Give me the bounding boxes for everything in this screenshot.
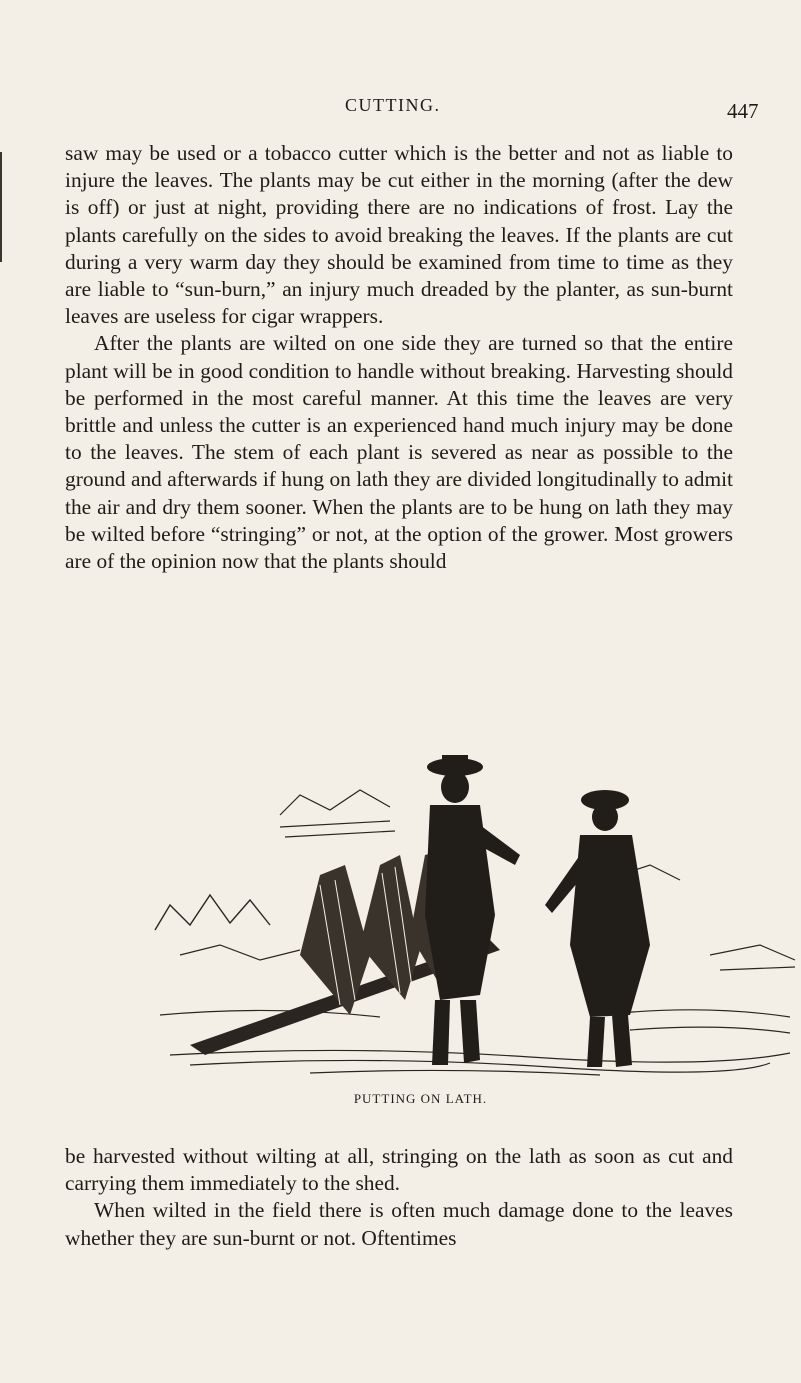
body-text-top bbox=[65, 140, 733, 575]
engraving-illustration bbox=[150, 755, 801, 1085]
paragraph: When wilted in the field there is often much damage done to the leaves whether they are sun-burnt or not. Oftentimes bbox=[65, 1198, 733, 1250]
engraving-figure bbox=[150, 755, 801, 1085]
figure-caption bbox=[0, 1091, 801, 1107]
paragraph: After the plants are wilted on one side they are turned so that the entire plant will be in good condition to handle without breaking. Harvesting should be performed in the most careful manner. At this time the leaves are very brittle and unless the cutter is an experienced hand much injury may be done to the leaves. The stem of each plant is severed as near as possible to the ground and afterwards if hung on lath they are divided longitudinally to admit the air and dry them sooner. When the plants are to be hung on lath they may be wilted before “stringing” or not, at the option of the grower. Most growers are of the opinion now that the plants should bbox=[65, 331, 733, 574]
page-edge-mark bbox=[0, 152, 2, 262]
page-number: 447 bbox=[727, 99, 759, 123]
paragraph: be harvested without wilting at all, stringing on the lath as soon as cut and carrying them immediately to the shed. bbox=[65, 1144, 733, 1196]
paragraph: saw may be used or a tobacco cutter which is the better and not as liable to injure the leaves. The plants may be cut either in the morning (after the dew is off) or just at night, providing there are no indications of frost. Lay the plants carefully on the sides to avoid breaking the leaves. If the plants are cut during a very warm day they should be examined from time to time as they are liable to “sun-burn,” an injury much dreaded by the planter, as sun-burnt leaves are useless for cigar wrappers. bbox=[65, 141, 733, 329]
figure-caption-text: PUTTING ON LATH. bbox=[353, 1091, 488, 1106]
running-head: CUTTING. bbox=[345, 95, 441, 115]
body-text-bottom bbox=[65, 1143, 733, 1252]
